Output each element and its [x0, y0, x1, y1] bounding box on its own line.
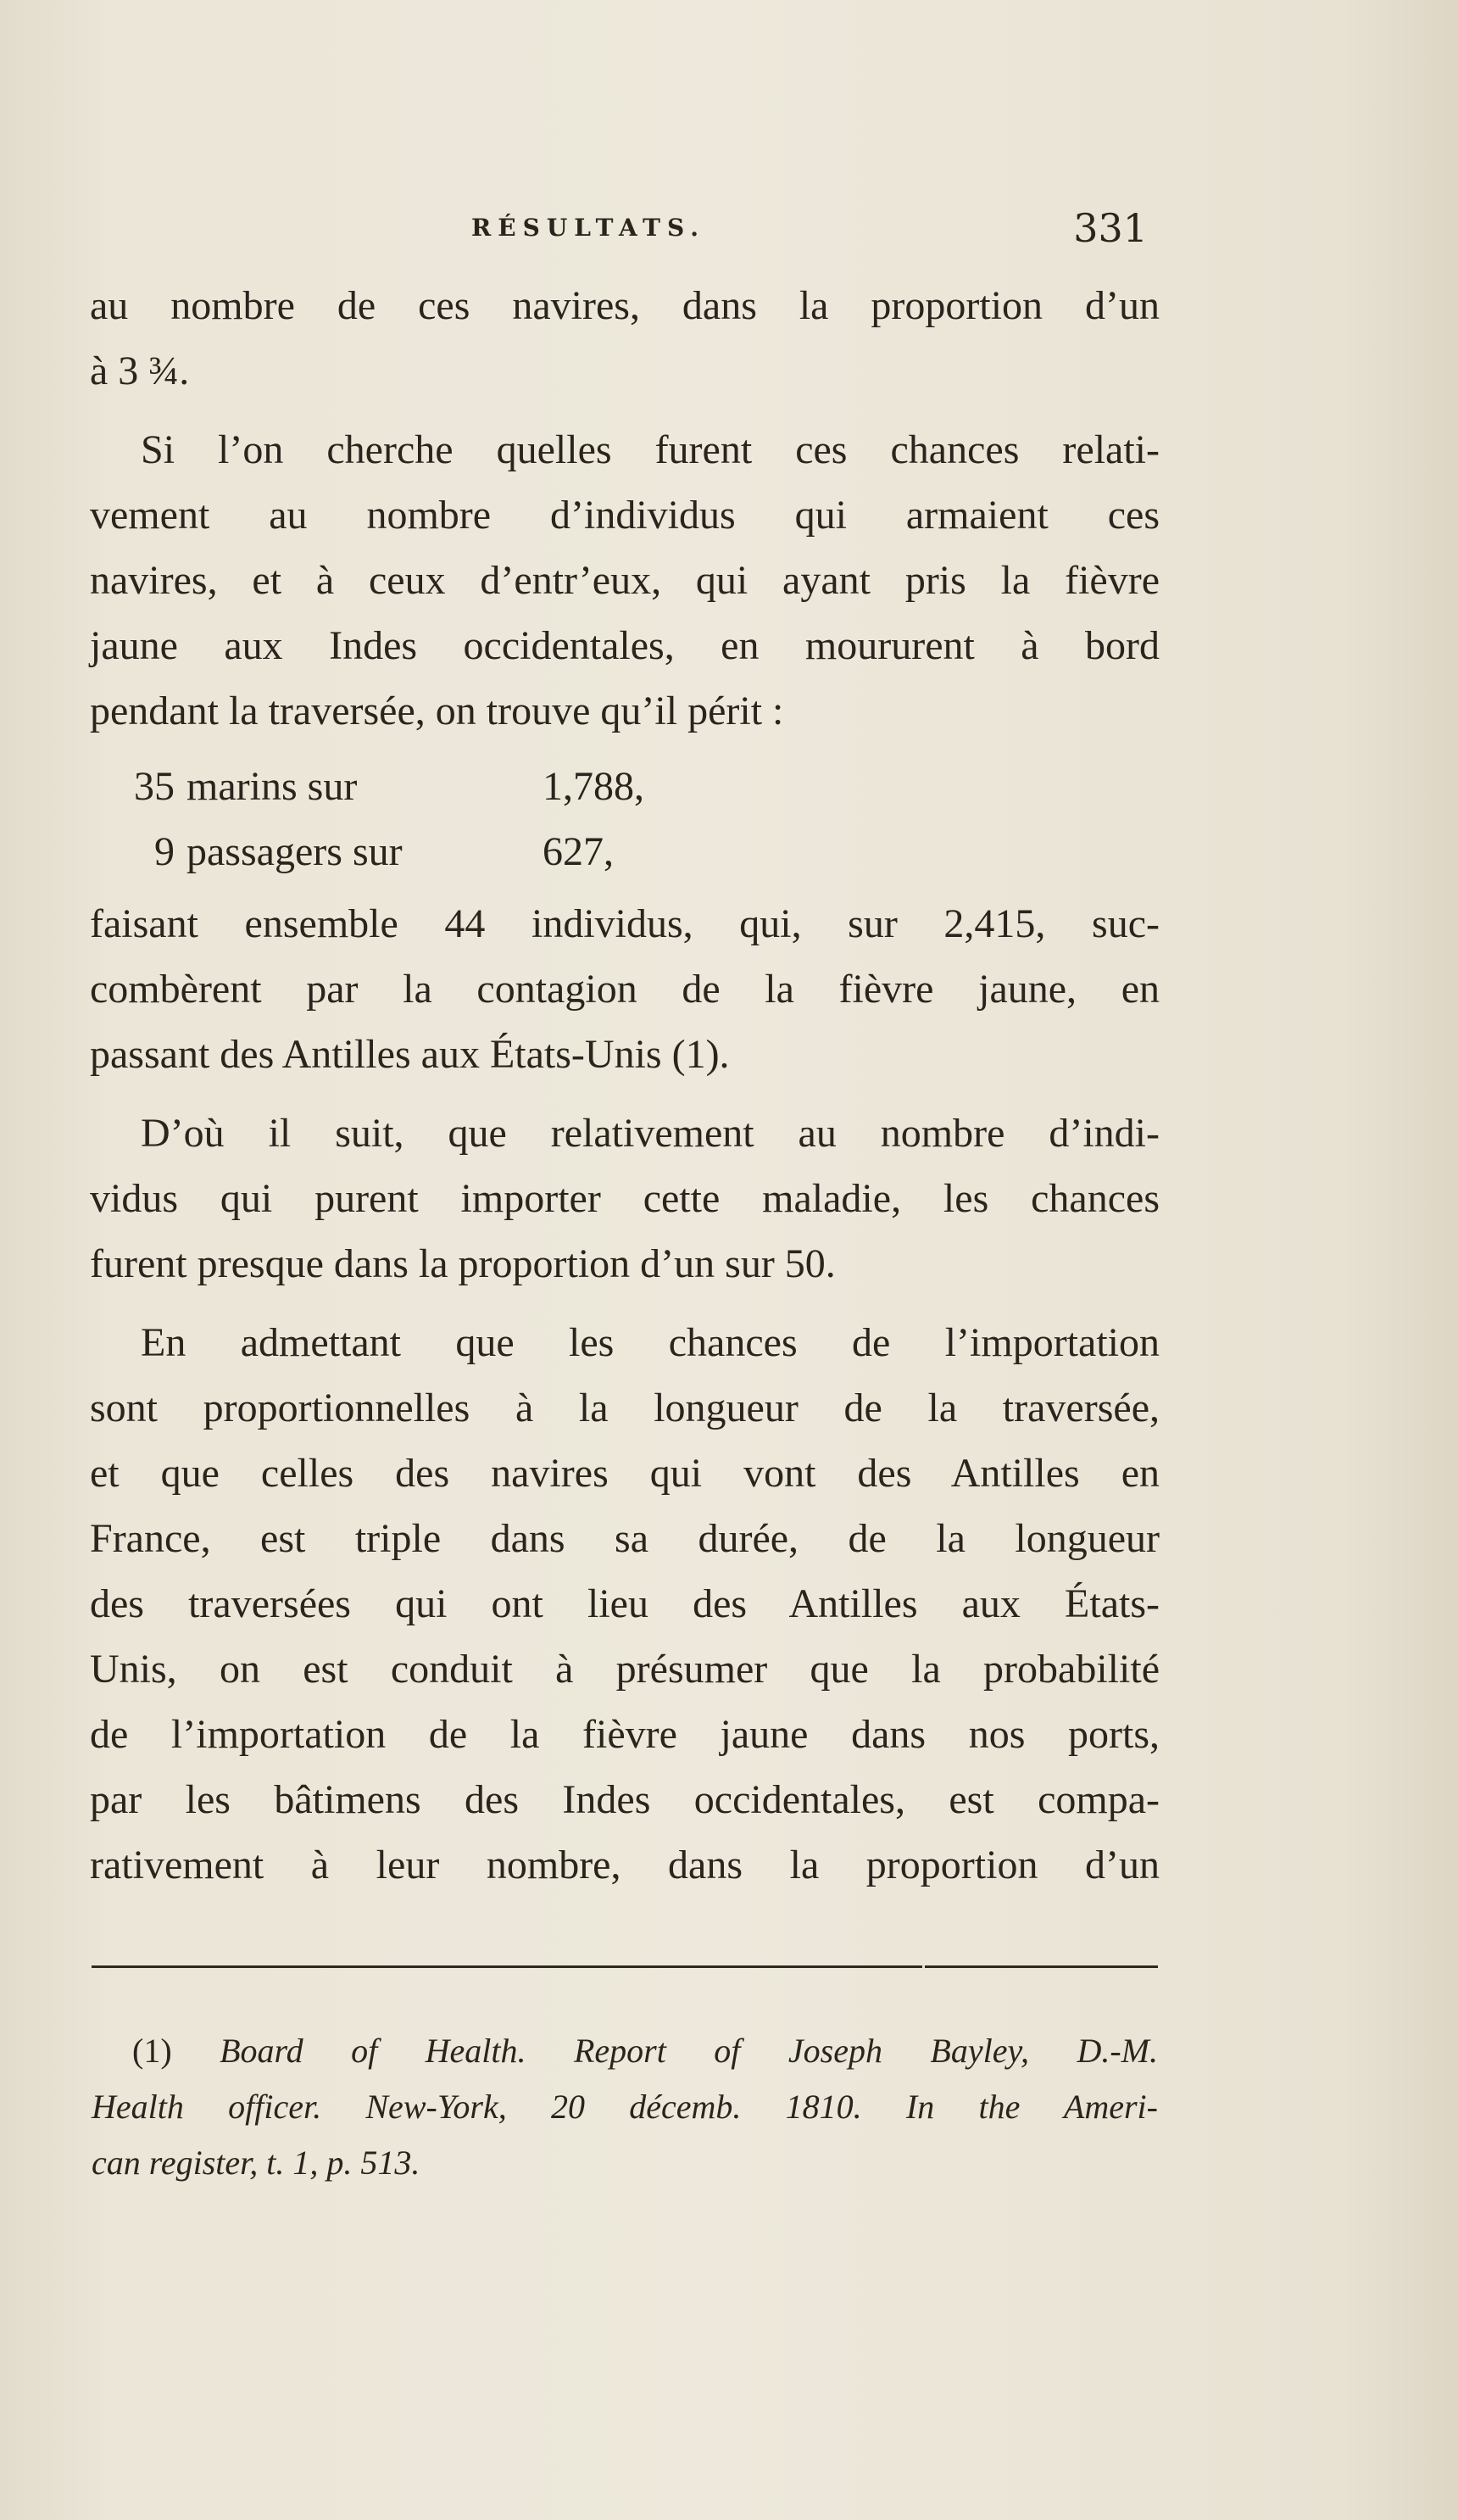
- footnote-marker: (1): [132, 2032, 172, 2070]
- text-line: vement au nombre d’individus qui armaient ces: [90, 493, 1160, 538]
- paragraph: [90, 1101, 1160, 1296]
- list-item: [90, 754, 1160, 819]
- list-total: 627,: [543, 829, 614, 874]
- footnote-text: Board of Health. Report of Joseph Bayley, D.-M.: [220, 2032, 1159, 2070]
- text-line: de l’importation de la fièvre jaune dans nos ports,: [90, 1712, 1160, 1757]
- text-line: au nombre de ces navires, dans la proportion d’un: [90, 283, 1160, 328]
- text-line: furent presque dans la proportion d’un sur 50.: [90, 1241, 836, 1286]
- text-line: Si l’on cherche quelles furent ces chances relati-: [141, 427, 1160, 472]
- list-total: 1,788,: [543, 764, 644, 809]
- text-line: jaune aux Indes occidentales, en moururent à bord: [90, 623, 1160, 668]
- text-line: En admettant que les chances de l’importation: [141, 1320, 1160, 1365]
- list-description: marins sur: [186, 764, 358, 809]
- text-line: faisant ensemble 44 individus, qui, sur 2,415, suc-: [90, 901, 1160, 946]
- page-number: 331: [1073, 205, 1148, 251]
- footnote-line: [92, 2023, 1158, 2079]
- paragraph: [90, 417, 1160, 744]
- paragraph: [90, 1310, 1160, 1898]
- main-text: [90, 273, 1160, 1898]
- text-line: passant des Antilles aux États-Unis (1).: [90, 1032, 730, 1077]
- text-line: par les bâtimens des Indes occidentales, est compa-: [90, 1777, 1160, 1822]
- list-count: 35: [134, 764, 175, 809]
- footnote-line: Health officer. New-York, 20 décemb. 1810. In the Ameri-: [92, 2088, 1158, 2126]
- text-line: navires, et à ceux d’entr’eux, qui ayant pris la fièvre: [90, 558, 1160, 603]
- page-header: [92, 205, 1158, 261]
- text-line: D’où il suit, que relativement au nombre d’indi-: [141, 1111, 1160, 1156]
- text-line: à 3 ¾.: [90, 348, 190, 393]
- text-line: pendant la traversée, on trouve qu’il périt :: [90, 689, 784, 733]
- text-line: et que celles des navires qui vont des Antilles en: [90, 1451, 1160, 1496]
- text-line: France, est triple dans sa durée, de la longueur: [90, 1516, 1160, 1561]
- footnote-line: can register, t. 1, p. 513.: [92, 2144, 420, 2182]
- text-line: sont proportionnelles à la longueur de la traversée,: [90, 1385, 1160, 1430]
- casualty-list: [90, 754, 1160, 884]
- footnote-divider: [92, 1965, 1158, 1968]
- list-item: [90, 819, 1160, 884]
- text-line: des traversées qui ont lieu des Antilles aux États-: [90, 1581, 1160, 1626]
- paragraph: [90, 891, 1160, 1087]
- list-description: passagers sur: [186, 829, 403, 874]
- text-line: combèrent par la contagion de la fièvre jaune, en: [90, 967, 1160, 1012]
- text-line: vidus qui purent importer cette maladie, les chances: [90, 1176, 1160, 1221]
- text-line: Unis, on est conduit à présumer que la probabilité: [90, 1647, 1160, 1692]
- footnote: [92, 2023, 1158, 2191]
- paragraph: [90, 273, 1160, 404]
- list-count: 9: [154, 829, 175, 874]
- text-line: rativement à leur nombre, dans la proportion d’un: [90, 1843, 1160, 1887]
- running-head: RÉSULTATS.: [471, 214, 705, 242]
